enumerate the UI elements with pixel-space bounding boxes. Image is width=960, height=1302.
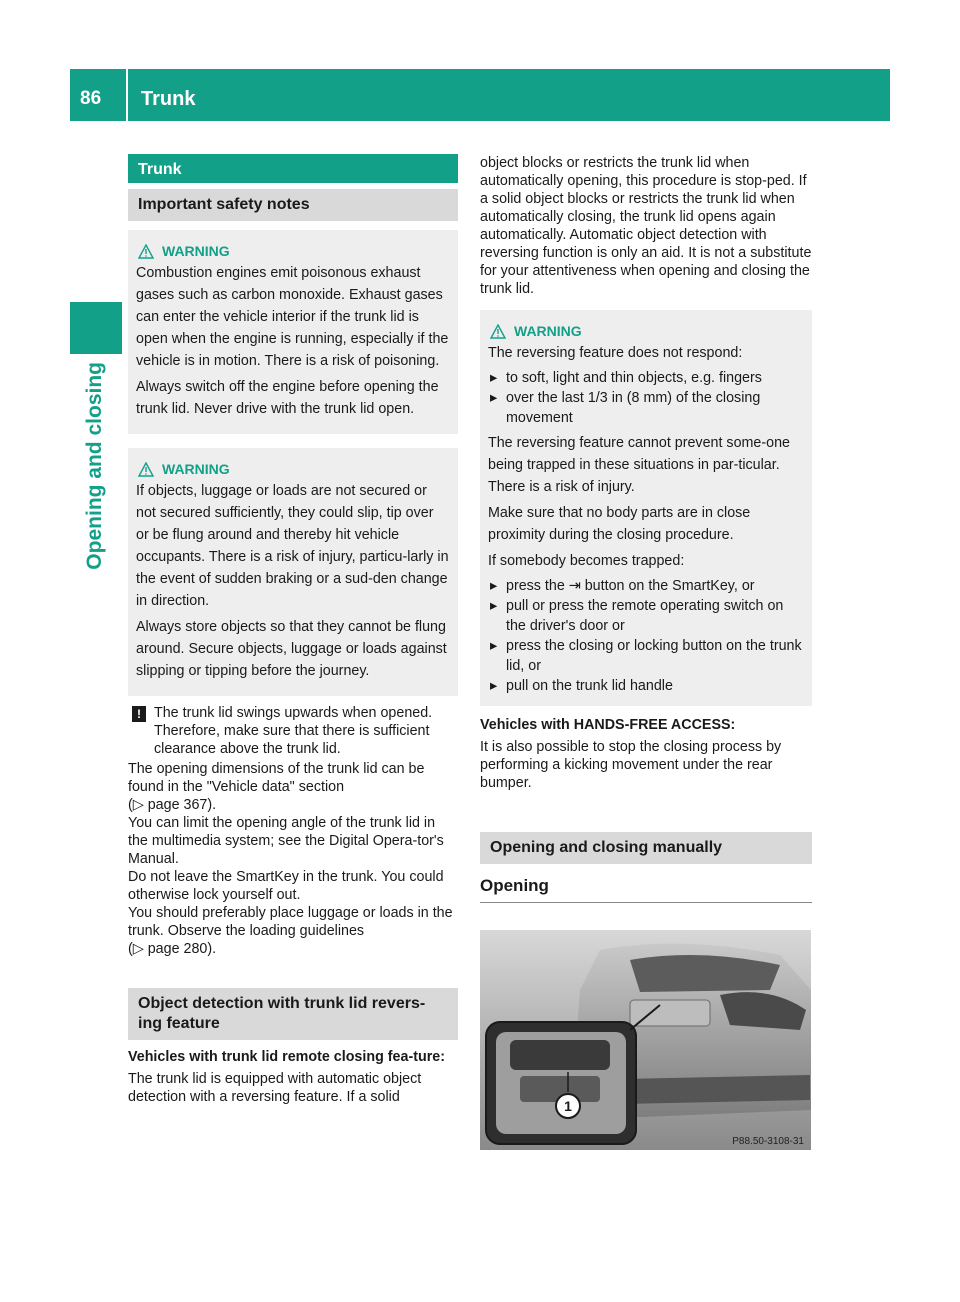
- bullet-item: ▸ pull on the trunk lid handle: [490, 678, 673, 694]
- paragraph: You can limit the opening angle of the trunk lid in the multimedia system; see the Digital Opera-tor's Manual.: [128, 815, 444, 867]
- warning-text: The reversing feature does not respond:: [488, 345, 743, 361]
- paragraph: object blocks or restricts the trunk lid when automatically opening, this procedure is stop-ped. If a solid object blocks or restricts the trunk lid when automatically closing, the trunk lid opens again automatically. Automatic object detection with reversing function is only an aid. It is not a substitute for your attentiveness when opening and closing the trunk lid.: [480, 155, 812, 297]
- warning-label: WARNING: [514, 323, 582, 339]
- trunk-illustration: [480, 930, 811, 1150]
- note-trunk-lid: [128, 704, 458, 758]
- note-text: The trunk lid swings upwards when opened. Therefore, make sure that there is sufficient clearance above the trunk lid.: [154, 705, 433, 757]
- bullet-item: ▸ press the ⇥ button on the SmartKey, or: [490, 578, 755, 594]
- warning-text: Make sure that no body parts are in close proximity during the closing procedure.: [488, 505, 751, 543]
- warning-text: Always store objects so that they cannot be flung around. Secure objects, luggage or loads against slipping or tipping before the journey.: [136, 619, 447, 679]
- subsection-opening-closing-manually: Opening and closing manually: [480, 832, 812, 864]
- bullet-item: ▸ to soft, light and thin objects, e.g. fingers: [490, 370, 762, 386]
- paragraph: It is also possible to stop the closing process by performing a kicking movement under the rear bumper.: [480, 739, 782, 791]
- warning-triangle-icon: [490, 324, 506, 339]
- warning-text: Combustion engines emit poisonous exhaust gases such as carbon monoxide. Exhaust gases can enter the vehicle interior if the trunk lid is open when the engine is running, especially if the vehicle is in motion. There is a risk of poisoning.: [136, 265, 449, 369]
- bullet-item: ▸ over the last 1/3 in (8 mm) of the closing movement: [490, 390, 761, 426]
- warning-label: WARNING: [162, 461, 230, 477]
- right-column: [480, 154, 812, 903]
- paragraph: The trunk lid is equipped with automatic object detection with a reversing feature. If a solid: [128, 1071, 422, 1105]
- vehicles-heading: Vehicles with trunk lid remote closing fea-ture:: [128, 1049, 445, 1065]
- page-title: Trunk: [141, 88, 196, 110]
- warning-heading: [136, 458, 450, 480]
- opening-heading: Opening: [480, 876, 812, 903]
- warning-triangle-icon: [138, 244, 154, 259]
- warning-label: WARNING: [162, 243, 230, 259]
- warning-text: Always switch off the engine before opening the trunk lid. Never drive with the trunk lid open.: [136, 379, 439, 417]
- warning-heading: [136, 240, 450, 262]
- figure-code: P88.50-3108-31: [732, 1136, 804, 1147]
- left-column: [128, 154, 458, 1106]
- subsection-safety-notes: Important safety notes: [128, 189, 458, 221]
- car-rear-illustration: [480, 930, 811, 1150]
- warning-text: The reversing feature cannot prevent some-one being trapped in these situations in par-ticular. There is a risk of injury.: [488, 435, 790, 495]
- chapter-tab-marker: [70, 302, 122, 354]
- exclamation-icon: !: [132, 706, 146, 722]
- header-divider: [126, 69, 128, 121]
- paragraph: You should preferably place luggage or loads in the trunk. Observe the loading guidelines: [128, 905, 453, 939]
- warning-text: If somebody becomes trapped:: [488, 553, 685, 569]
- bullet-item: ▸ pull or press the remote operating switch on the driver's door or: [490, 598, 784, 634]
- bullet-icon: ▸: [490, 678, 498, 694]
- bullet-icon: ▸: [490, 638, 498, 654]
- bullet-icon: ▸: [490, 390, 498, 406]
- warning-box-exhaust: [128, 230, 458, 434]
- page-reference-link[interactable]: (▷ page 280).: [128, 941, 217, 957]
- chapter-label: Opening and closing: [83, 362, 106, 570]
- hands-free-heading: Vehicles with HANDS-FREE ACCESS:: [480, 717, 736, 733]
- paragraph: Do not leave the SmartKey in the trunk. You could otherwise lock yourself out.: [128, 869, 444, 903]
- paragraph: The opening dimensions of the trunk lid can be found in the "Vehicle data" section: [128, 761, 425, 795]
- warning-triangle-icon: [138, 462, 154, 477]
- callout-number: 1: [564, 1098, 572, 1114]
- bullet-icon: ▸: [490, 598, 498, 614]
- warning-box-loads: [128, 448, 458, 696]
- warning-box-reversing: [480, 310, 812, 706]
- section-title-trunk: Trunk: [128, 154, 458, 183]
- bullet-icon: ▸: [490, 370, 498, 386]
- page-number: 86: [80, 88, 102, 109]
- page-reference-link[interactable]: (▷ page 367).: [128, 797, 217, 813]
- warning-heading: [488, 320, 804, 342]
- bullet-item: ▸ press the closing or locking button on the trunk lid, or: [490, 638, 802, 674]
- warning-text: If objects, luggage or loads are not secured or not secured sufficiently, they could slip, tip over or be flung around and thereby hit vehicle occupants. There is a risk of injury, particu-larly in the event of sudden braking or a sud-den change in direction.: [136, 483, 449, 609]
- bullet-icon: ▸: [490, 578, 498, 594]
- subsection-object-detection: Object detection with trunk lid revers-ing feature: [128, 988, 458, 1040]
